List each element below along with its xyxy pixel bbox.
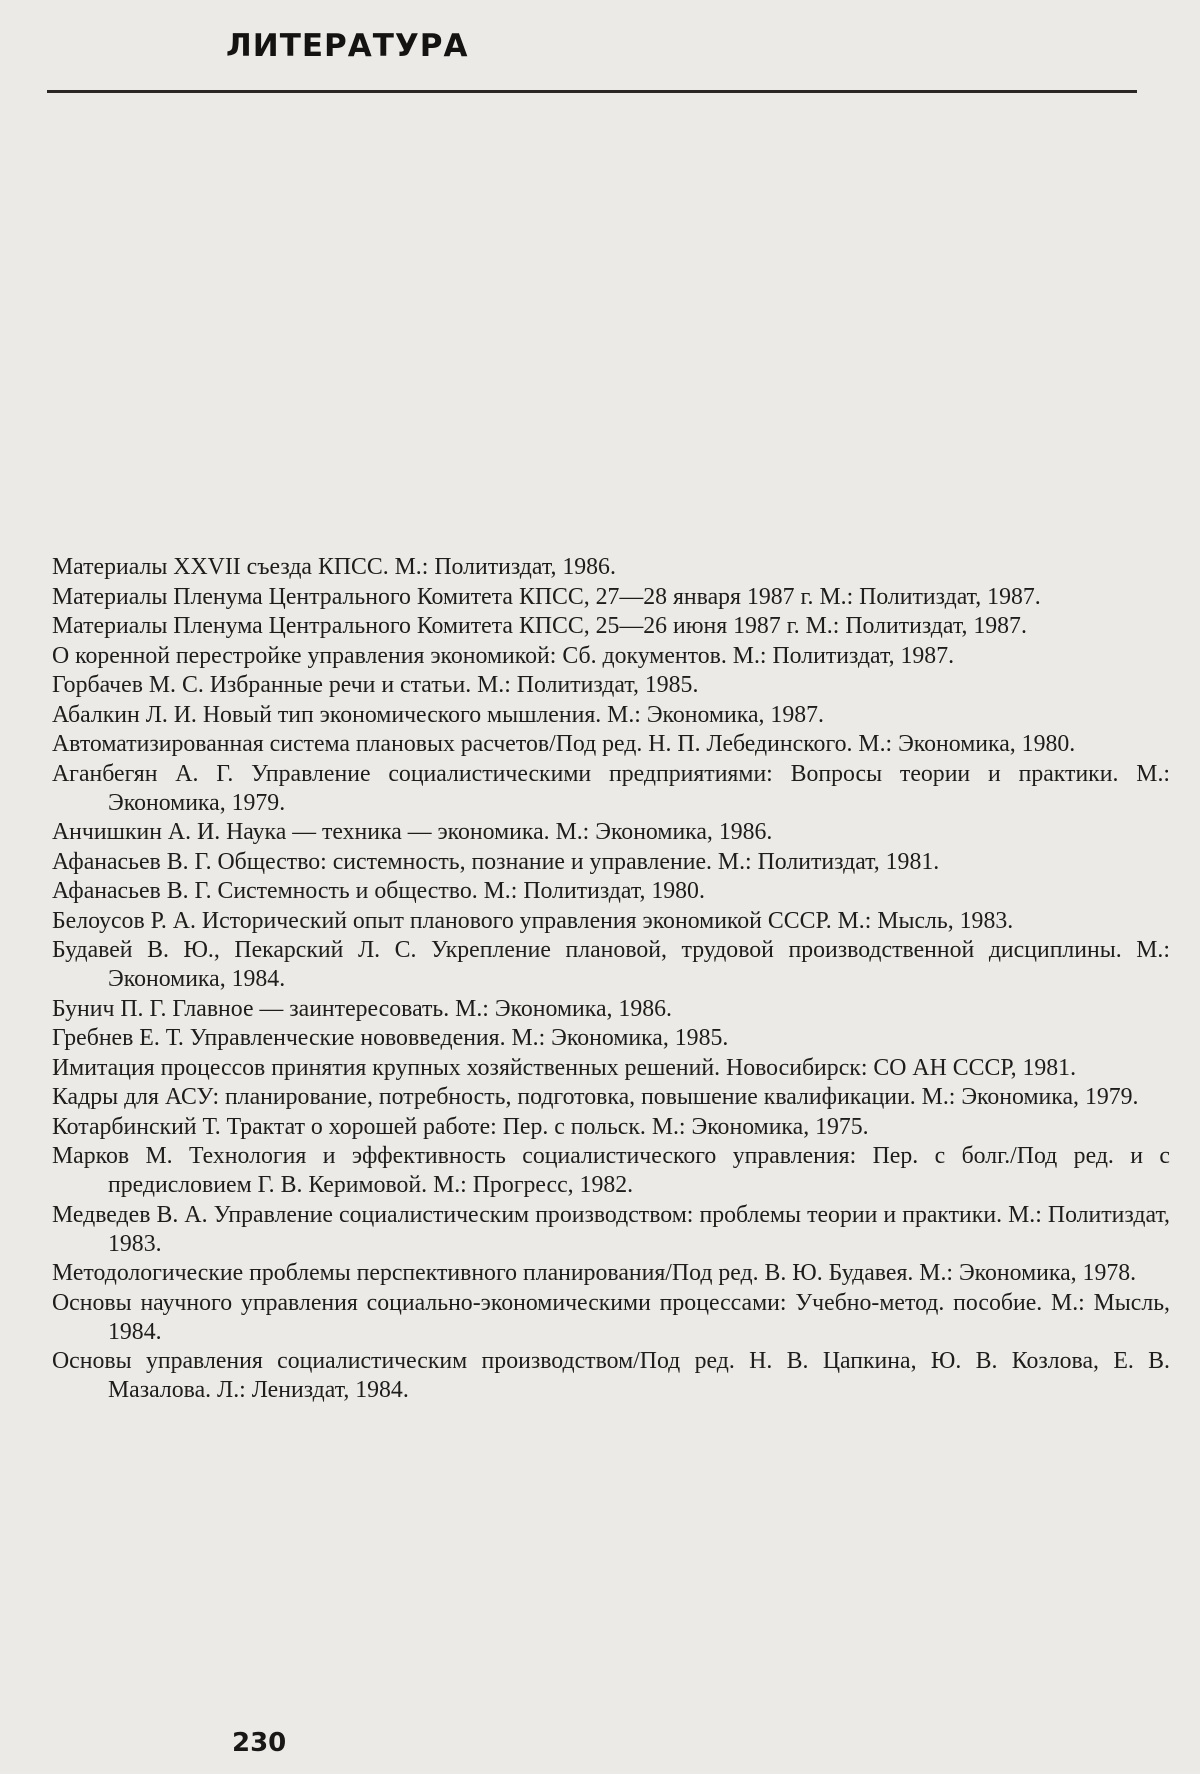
reference-item: Будавей В. Ю., Пекарский Л. С. Укрепление плановой, трудовой производственной дисциплины. М.: Экономика, 1984.	[52, 937, 1170, 992]
reference-item: Анчишкин А. И. Наука — техника — экономика. М.: Экономика, 1986.	[52, 819, 773, 845]
reference-item: Афанасьев В. Г. Системность и общество. М.: Политиздат, 1980.	[52, 878, 705, 904]
reference-item: Основы управления социалистическим производством/Под ред. Н. В. Цапкина, Ю. В. Козлова, Е. В. Мазалова. Л.: Лениздат, 1984.	[52, 1348, 1170, 1403]
title-divider	[47, 90, 1137, 93]
reference-item: Имитация процессов принятия крупных хозяйственных решений. Новосибирск: СО АН СССР, 1981.	[52, 1054, 1077, 1081]
reference-item: Бунич П. Г. Главное — заинтересовать. М.: Экономика, 1986.	[52, 995, 672, 1022]
reference-item: Медведев В. А. Управление социалистическим производством: проблемы теории и практики. М.: Политиздат, 1983.	[52, 1201, 1170, 1257]
reference-item: Материалы Пленума Центрального Комитета КПСС, 25—26 июня 1987 г. М.: Политиздат, 1987.	[52, 613, 1027, 639]
reference-item: Методологические проблемы перспективного планирования/Под ред. В. Ю. Будавея. М.: Экономика, 1978.	[52, 1260, 1137, 1286]
page-title: ЛИТЕРАТУРА	[226, 28, 469, 64]
reference-item: Котарбинский Т. Трактат о хорошей работе: Пер. с польск. М.: Экономика, 1975.	[52, 1113, 869, 1140]
reference-item: Горбачев М. С. Избранные речи и статьи. М.: Политиздат, 1985.	[52, 672, 699, 698]
reference-item: Автоматизированная система плановых расчетов/Под ред. Н. П. Лебединского. М.: Экономика, 1980.	[52, 731, 1076, 757]
reference-item: Абалкин Л. И. Новый тип экономического мышления. М.: Экономика, 1987.	[52, 701, 824, 728]
reference-item: Аганбегян А. Г. Управление социалистическими предприятиями: Вопросы теории и практики. М.: Экономика, 1979.	[52, 760, 1170, 816]
reference-item: Основы научного управления социально-экономическими процессами: Учебно-метод. пособие. М.: Мысль, 1984.	[52, 1289, 1170, 1345]
reference-item: Марков М. Технология и эффективность социалистического управления: Пер. с болг./Под ред. и с предисловием Г. В. Керимовой. М.: Прогресс, 1982.	[52, 1143, 1170, 1198]
reference-item: Афанасьев В. Г. Общество: системность, познание и управление. М.: Политиздат, 1981.	[52, 848, 940, 875]
reference-item: О коренной перестройке управления экономикой: Сб. документов. М.: Политиздат, 1987.	[52, 642, 955, 669]
reference-item: Гребнев Е. Т. Управленческие нововведения. М.: Экономика, 1985.	[52, 1025, 729, 1051]
page-number: 230	[232, 1728, 287, 1758]
reference-list	[52, 553, 1170, 1406]
reference-item: Белоусов Р. А. Исторический опыт планового управления экономикой СССР. М.: Мысль, 1983.	[52, 907, 1014, 934]
reference-item: Кадры для АСУ: планирование, потребность, подготовка, повышение квалификации. М.: Экономика, 1979.	[52, 1084, 1139, 1110]
reference-item: Материалы Пленума Центрального Комитета КПСС, 27—28 января 1987 г. М.: Политиздат, 1987.	[52, 583, 1041, 610]
reference-item: Материалы XXVII съезда КПСС. М.: Политиздат, 1986.	[52, 554, 616, 580]
